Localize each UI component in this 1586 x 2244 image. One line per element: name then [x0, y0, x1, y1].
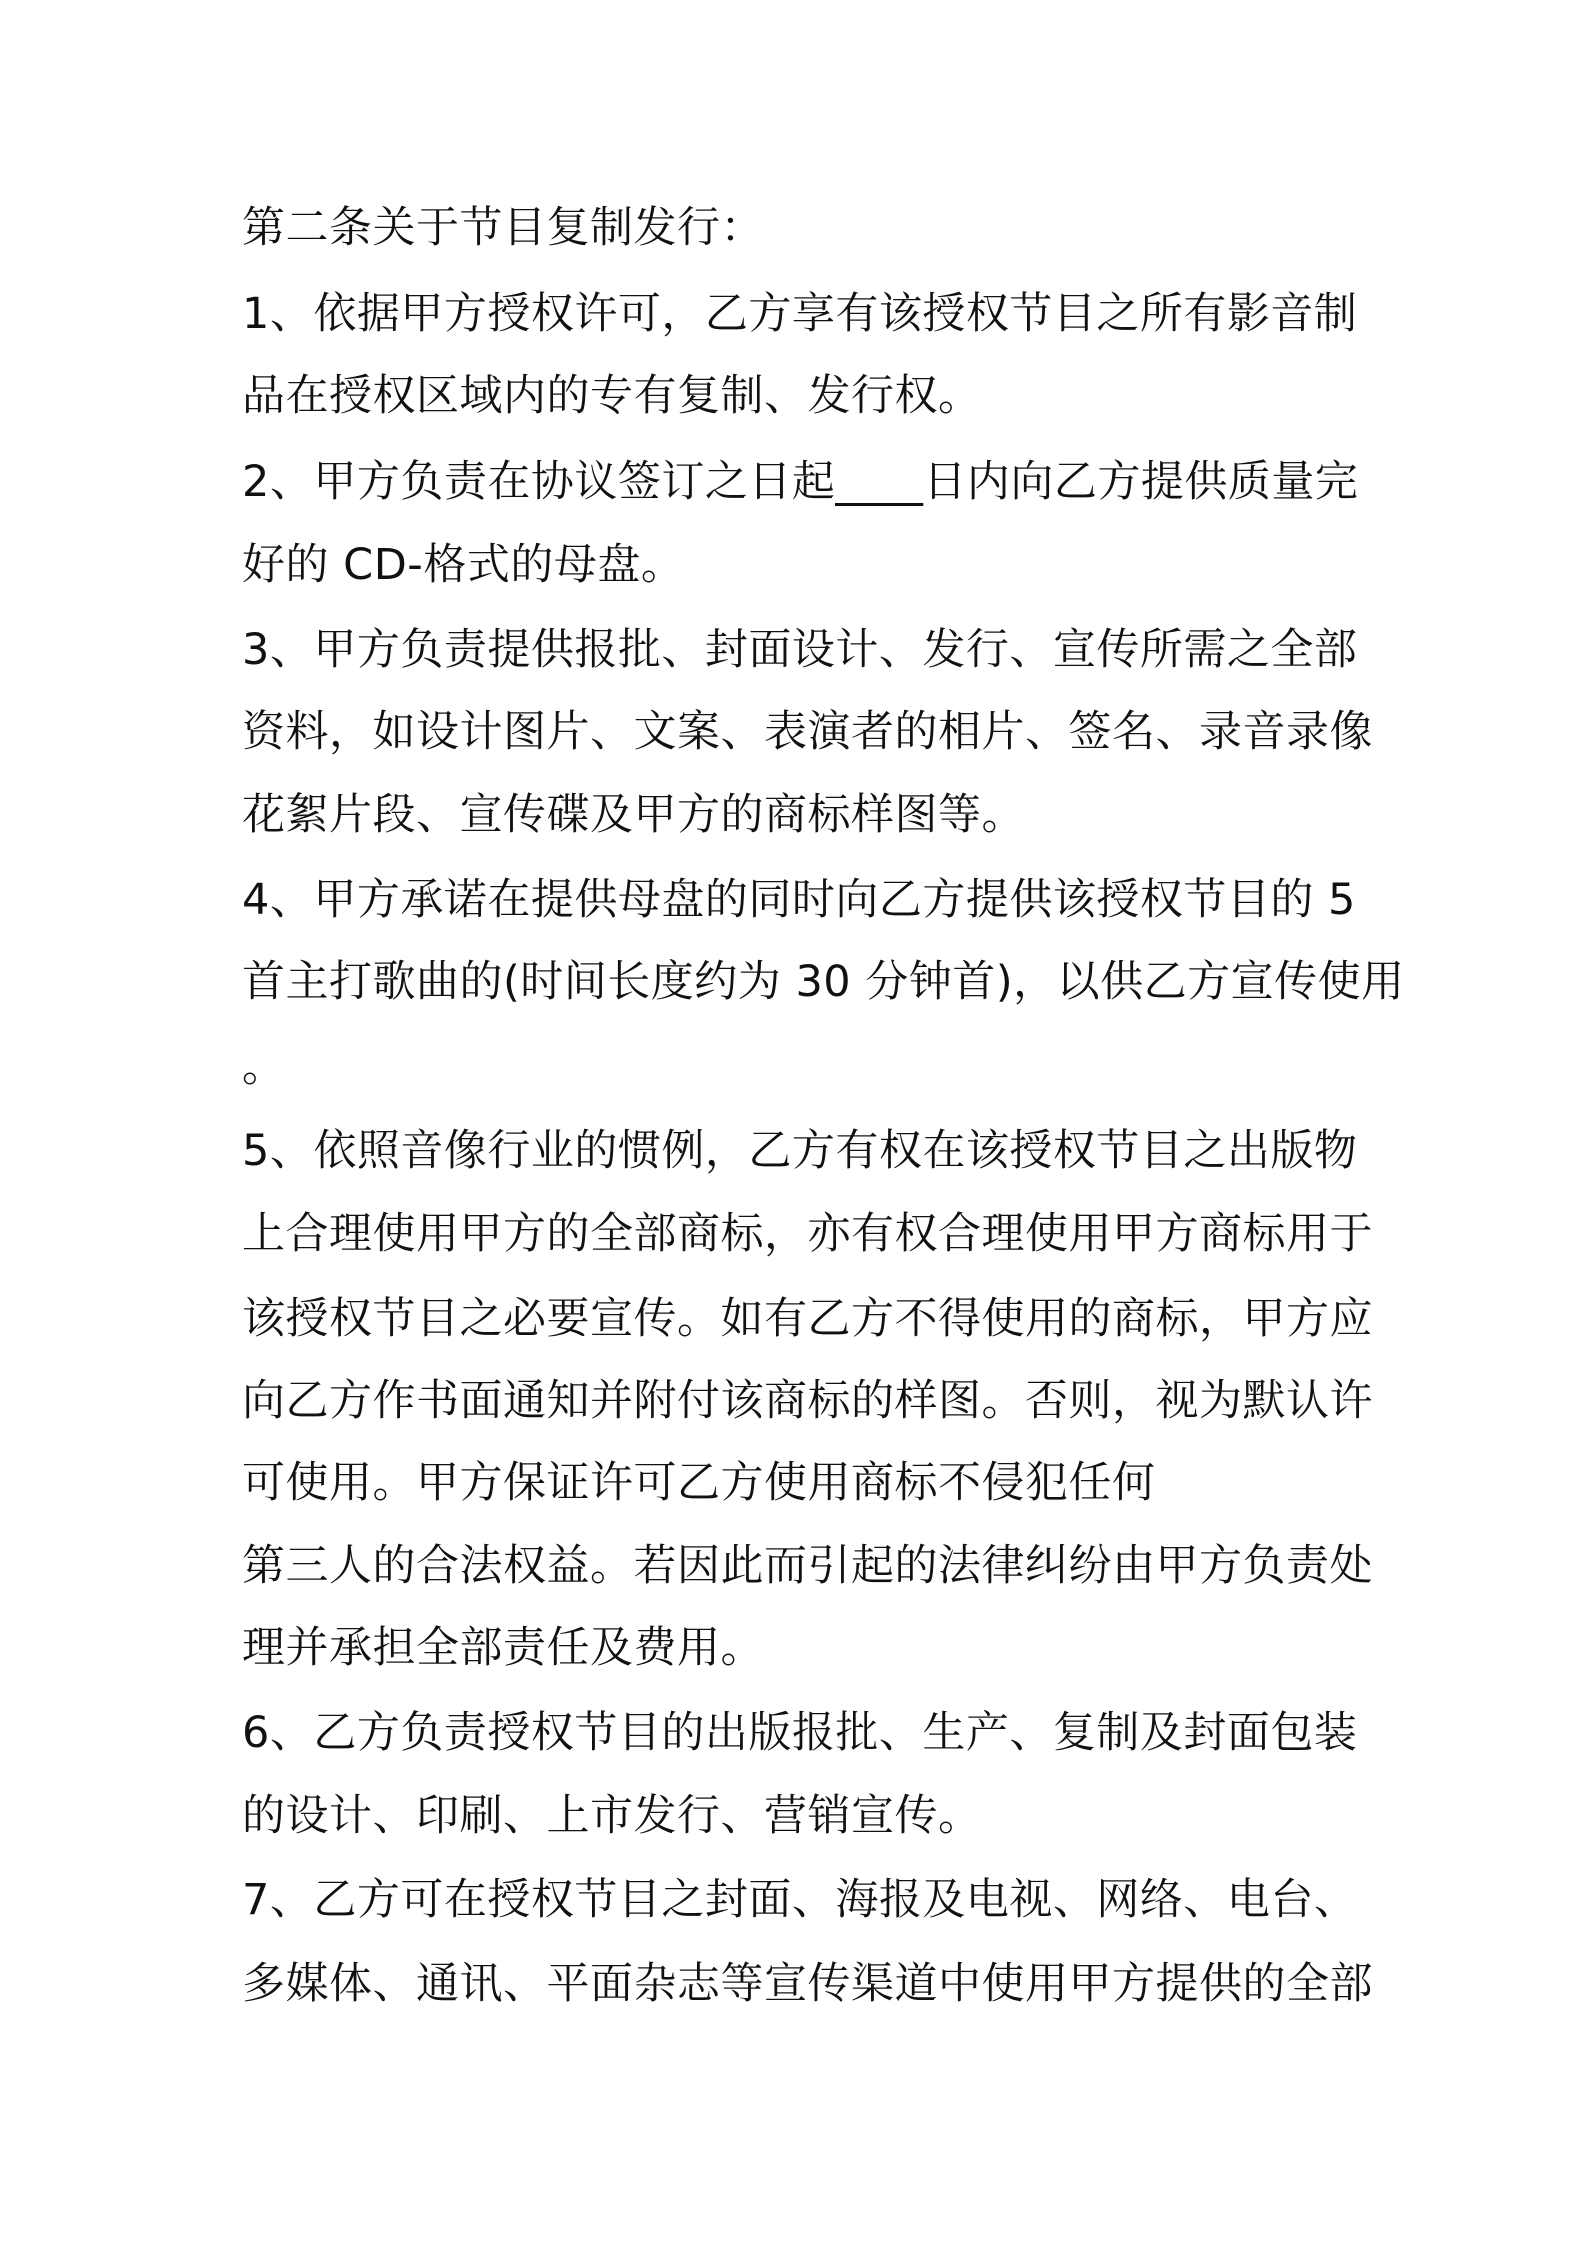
clause-5-line-3: 该授权节目之必要宣传。如有乙方不得使用的商标，甲方应 [242, 1294, 1373, 1344]
clause-3-line-2: 资料，如设计图片、文案、表演者的相片、签名、录音录像 [242, 707, 1373, 757]
clause-1-line-1: 1、依据甲方授权许可，乙方享有该授权节目之所有影音制 [242, 289, 1358, 339]
clause-6-line-2: 的设计、印刷、上市发行、营销宣传。 [242, 1791, 982, 1841]
section-heading: 第二条关于节目复制发行： [242, 203, 764, 253]
clause-3-line-3: 花絮片段、宣传碟及甲方的商标样图等。 [242, 790, 1025, 840]
clause-5-line-7: 理并承担全部责任及费用。 [242, 1623, 764, 1673]
clause-5-line-1: 5、依照音像行业的惯例，乙方有权在该授权节目之出版物 [242, 1126, 1358, 1176]
clause-2-line-2: 好的 CD-格式的母盘。 [242, 540, 685, 590]
clause-5-line-5: 可使用。甲方保证许可乙方使用商标不侵犯任何 [242, 1458, 1156, 1508]
clause-7-line-1: 7、乙方可在授权节目之封面、海报及电视、网络、电台、 [242, 1875, 1358, 1925]
clause-5-line-4: 向乙方作书面通知并附付该商标的样图。否则，视为默认许 [242, 1376, 1373, 1426]
clause-2-line-1: 2、甲方负责在协议签订之日起____日内向乙方提供质量完 [242, 457, 1359, 507]
clause-6-line-1: 6、乙方负责授权节目的出版报批、生产、复制及封面包装 [242, 1708, 1358, 1758]
clause-5-line-6: 第三人的合法权益。若因此而引起的法律纠纷由甲方负责处 [242, 1541, 1373, 1591]
clause-4-line-1: 4、甲方承诺在提供母盘的同时向乙方提供该授权节目的 5 [242, 875, 1356, 925]
clause-7-line-2: 多媒体、通讯、平面杂志等宣传渠道中使用甲方提供的全部 [242, 1959, 1373, 2009]
clause-1-line-2: 品在授权区域内的专有复制、发行权。 [242, 371, 982, 421]
clause-4-line-2: 首主打歌曲的(时间长度约为 30 分钟首)，以供乙方宣传使用 [242, 957, 1405, 1007]
clause-5-line-2: 上合理使用甲方的全部商标，亦有权合理使用甲方商标用于 [242, 1209, 1373, 1259]
clause-3-line-1: 3、甲方负责提供报批、封面设计、发行、宣传所需之全部 [242, 625, 1358, 675]
clause-4-line-3: 。 [242, 1042, 286, 1092]
